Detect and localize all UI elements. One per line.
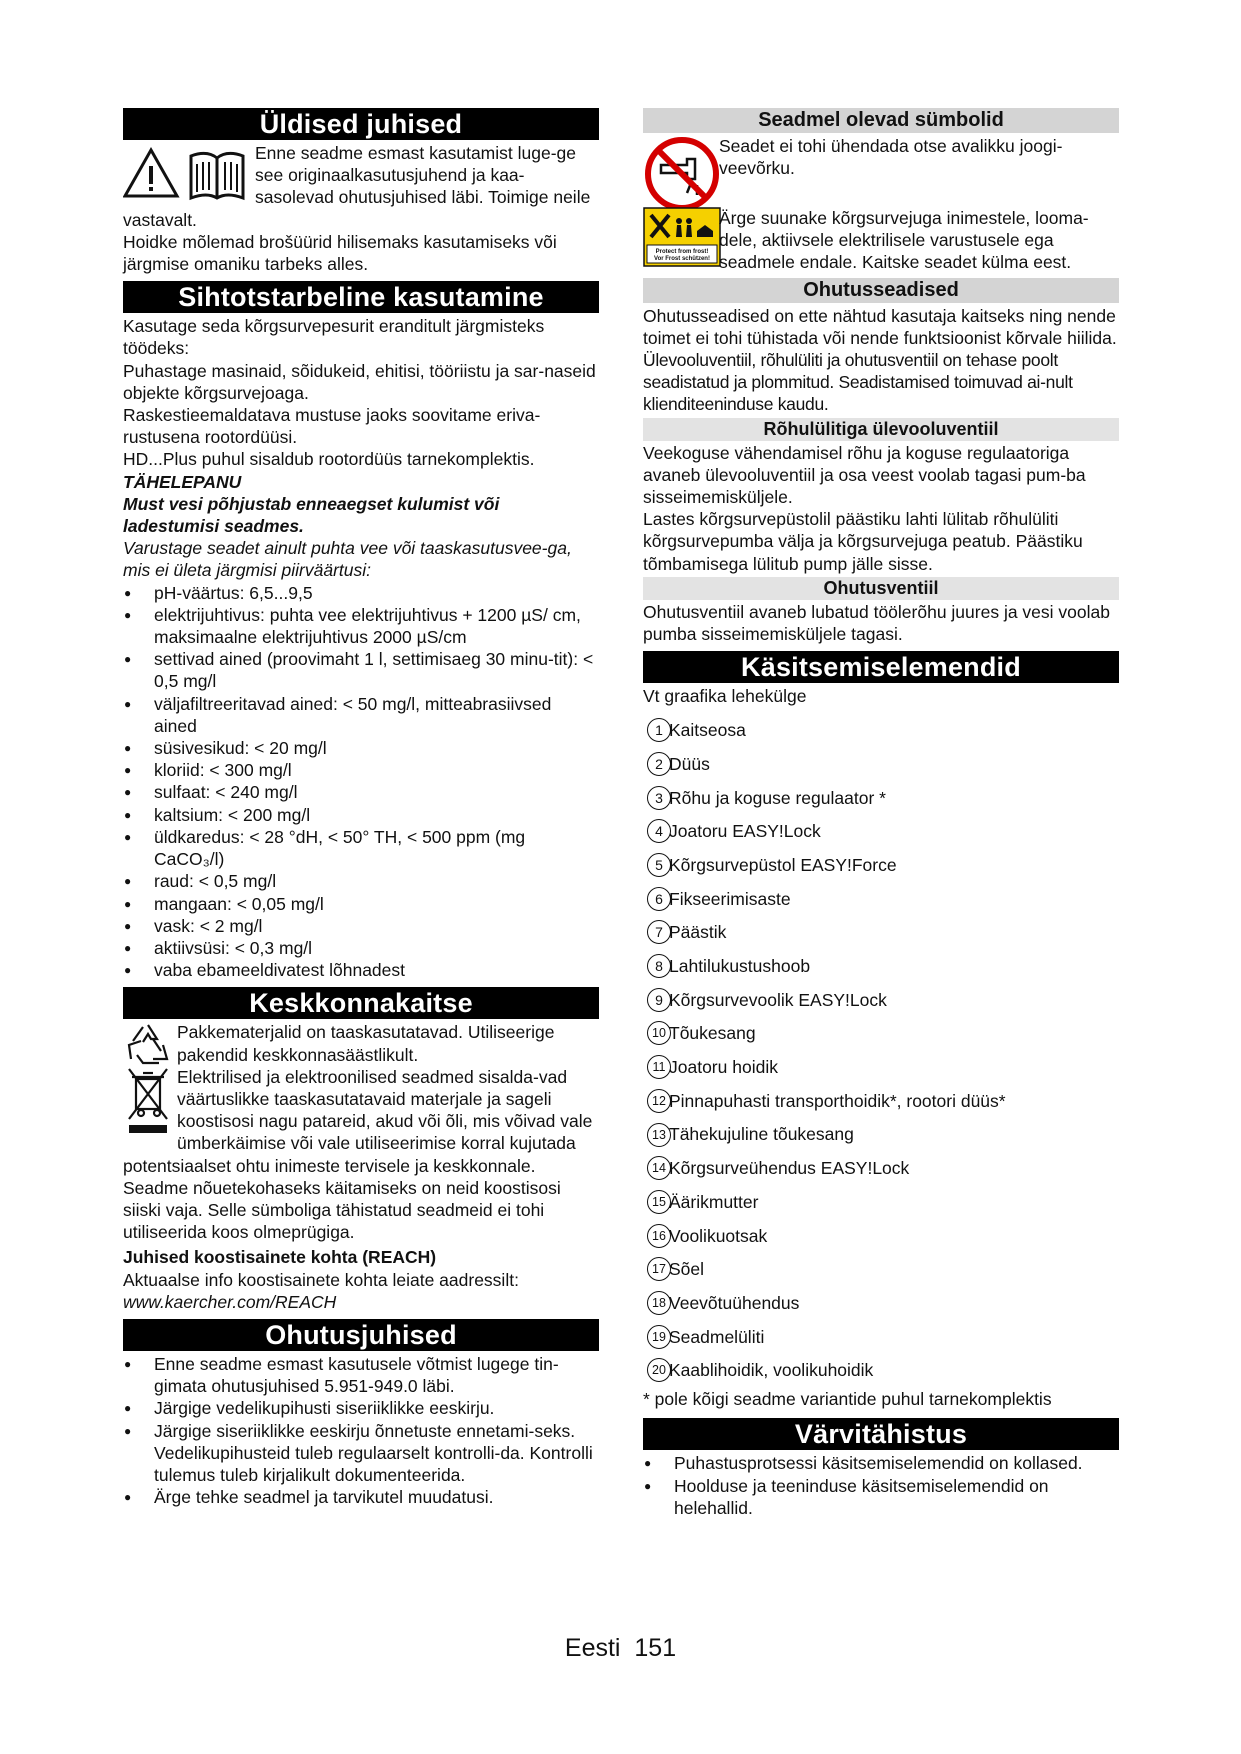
number-circle-icon: 1 <box>647 718 671 742</box>
control-label: Rõhu ja koguse regulaator * <box>669 787 886 808</box>
safety-list <box>123 1353 599 1508</box>
intended-p3: Raskestieemaldatava mustuse jaoks soovitame eriva-rustusena rootordüüsi. <box>123 405 541 448</box>
number-circle-icon: 16 <box>647 1224 671 1248</box>
manual-book-icon <box>191 153 243 198</box>
section-title-symbols: Seadmel olevad sümbolid <box>643 108 1119 133</box>
number-circle-icon: 18 <box>647 1291 671 1315</box>
control-item <box>643 882 1119 916</box>
list-item: ● aktiivsüsi: < 0,3 mg/l <box>123 937 599 959</box>
control-label: Tõukesang <box>669 1023 756 1044</box>
general-p1: Enne seadme esmast kasutamist luge-ge see originaalkasutusjuhend ja kaa-sasolevad ohutusjuhised läbi. Toimige neile vastavalt. <box>123 143 591 230</box>
intended-p4: HD...Plus puhul sisaldub rootordüüs tarnekomplektis. <box>123 449 535 470</box>
symbol-row-water <box>643 135 1119 215</box>
left-column <box>123 108 599 1508</box>
symbol-row-jet <box>643 207 1119 274</box>
list-item: ● Ärge tehke seadmel ja tarvikutel muudatusi. <box>123 1486 599 1508</box>
number-circle-icon: 7 <box>647 920 671 944</box>
number-circle-icon: 4 <box>647 819 671 843</box>
control-item <box>643 916 1119 950</box>
list-item: ● vask: < 2 mg/l <box>123 915 599 937</box>
list-item: ● pH-väärtus: 6,5...9,5 <box>123 582 599 604</box>
list-item: ● raud: < 0,5 mg/l <box>123 870 599 892</box>
weee-bin-icon <box>129 1069 167 1119</box>
warning-triangle-icon <box>123 142 251 204</box>
list-item: ● üldkaredus: < 28 °dH, < 50° TH, < 500 ppm (mg CaCO₃/l) <box>123 826 599 870</box>
weee-bar-icon <box>129 1125 167 1133</box>
list-item: ● Hoolduse ja teeninduse käsitsemiselemendid on helehallid. <box>643 1475 1119 1519</box>
safety-valve-p1: Ohutusventiil avaneb lubatud töölerõhu juures ja vesi voolab pumba sisseimemisküljele tagasi. <box>643 601 1110 645</box>
control-label: Voolikuotsak <box>669 1225 768 1246</box>
section-title-safety: Ohutusjuhised <box>123 1319 599 1351</box>
high-pressure-jet-warning-icon <box>643 207 721 267</box>
control-label: Kõrgsurveühendus EASY!Lock <box>669 1158 910 1179</box>
number-circle-icon: 9 <box>647 988 671 1012</box>
control-label: Joatoru hoidik <box>669 1057 778 1078</box>
control-label: Äärikmutter <box>669 1191 759 1212</box>
control-label: Sõel <box>669 1259 705 1280</box>
list-item: ● Järgige vedelikupihusti siseriiklikke eeskirju. <box>123 1397 599 1419</box>
environment-p2: Elektrilised ja elektroonilised seadmed sisalda-vad väärtuslikke taaskasutatavaid materjale ja sageli koostisosi nagu patareid, akud või õli, mis võivad vale ümberkäimise või vale utiliseerimise korral kujutada potentsiaalset ohtu inimeste tervisele ja keskkonnale. Seadme nõuetekohaseks käitamiseks on neid koostisosi siiski vaja. Selle sümboliga tähistatud seadmeid ei tohi utiliseerida koos olmeprügiga. <box>123 1066 593 1243</box>
footer-language: Eesti <box>564 1634 621 1662</box>
controls-footnote: * pole kõigi seadme variantide puhul tarnekomplektis <box>643 1389 1052 1410</box>
section-title-general: Üldised juhised <box>123 108 599 140</box>
reach-text: Aktuaalse info koostisainete kohta leiate aadressilt: <box>123 1269 519 1290</box>
number-circle-icon: 10 <box>647 1021 671 1045</box>
svg-text:Vor Frost schützen!: Vor Frost schützen! <box>654 256 710 262</box>
control-label: Pinnapuhasti transporthoidik*, rootori düüs* <box>669 1090 1006 1111</box>
right-column <box>643 108 1119 1519</box>
intended-p2: Puhastage masinaid, sõidukeid, ehitisi, tööriistu ja sar-naseid objekte kõrgsurvejoaga. <box>123 360 596 403</box>
control-item <box>643 1017 1119 1051</box>
number-circle-icon: 8 <box>647 954 671 978</box>
number-circle-icon: 19 <box>647 1325 671 1349</box>
control-item <box>643 1354 1119 1388</box>
list-item: ● sulfaat: < 240 mg/l <box>123 781 599 803</box>
list-item: ● väljafiltreeritavad ained: < 50 mg/l, mitteabrasiivsed ained <box>123 693 599 737</box>
control-label: Päästik <box>669 922 727 943</box>
general-instructions-block <box>123 142 599 275</box>
subsection-title-safety-valve: Ohutusventiil <box>643 577 1119 600</box>
controls-intro: Vt graafika lehekülge <box>643 686 807 707</box>
list-item: ● vaba ebameeldivatest lõhnadest <box>123 959 599 981</box>
no-drinking-water-connection-icon <box>643 135 721 213</box>
reach-title: Juhised koostisainete kohta (REACH) <box>123 1247 437 1268</box>
list-item: ● settivad ained (proovimaht 1 l, settimisaeg 30 minu-tit): < 0,5 mg/l <box>123 648 599 692</box>
control-item <box>643 1118 1119 1152</box>
page-number: 151 <box>634 1634 677 1662</box>
list-item: ● Enne seadme esmast kasutusele võtmist lugege tin-gimata ohutusjuhised 5.951-949.0 läbi. <box>123 1353 599 1397</box>
number-circle-icon: 3 <box>647 786 671 810</box>
control-label: Joatoru EASY!Lock <box>669 821 821 842</box>
section-title-safety-devices: Ohutusseadised <box>643 278 1119 303</box>
number-circle-icon: 14 <box>647 1156 671 1180</box>
control-label: Veevõtuühendus <box>669 1292 800 1313</box>
number-circle-icon: 15 <box>647 1190 671 1214</box>
water-limits-list <box>123 582 599 982</box>
number-circle-icon: 5 <box>647 853 671 877</box>
control-label: Kõrgsurvepüstol EASY!Force <box>669 854 897 875</box>
list-item: ● kaltsium: < 200 mg/l <box>123 804 599 826</box>
control-item <box>643 713 1119 747</box>
list-item: ● süsivesikud: < 20 mg/l <box>123 737 599 759</box>
svg-text:Protect from frost!: Protect from frost! <box>655 249 709 255</box>
control-item <box>643 815 1119 849</box>
control-item <box>643 1286 1119 1320</box>
section-title-environment: Keskkonnakaitse <box>123 987 599 1019</box>
general-p2: Hoidke mõlemad brošüürid hilisemaks kasutamiseks või järgmise omaniku tarbeks alles. <box>123 231 557 275</box>
control-item <box>643 1084 1119 1118</box>
control-item <box>643 949 1119 983</box>
list-item: ● elektrijuhtivus: puhta vee elektrijuhtivus + 1200 µS/ cm, maksimaalne elektrijuhtivus 2000 µS/cm <box>123 604 599 648</box>
control-label: Kõrgsurvevoolik EASY!Lock <box>669 989 887 1010</box>
number-circle-icon: 17 <box>647 1257 671 1281</box>
control-label: Tähekujuline tõukesang <box>669 1124 854 1145</box>
control-item <box>643 983 1119 1017</box>
list-item: ● kloriid: < 300 mg/l <box>123 759 599 781</box>
control-item <box>643 1050 1119 1084</box>
number-circle-icon: 20 <box>647 1358 671 1382</box>
list-item: ● Järgige siseriiklikke eeskirju õnnetuste ennetami-seks. Vedelikupihusteid tuleb regulaarselt kontrolli-da. Kontrolli tulemus tuleb kirjalikult dokumenteerida. <box>123 1420 599 1487</box>
number-circle-icon: 2 <box>647 752 671 776</box>
control-item <box>643 1252 1119 1286</box>
control-item <box>643 1151 1119 1185</box>
section-title-intended-use: Sihtotstarbeline kasutamine <box>123 281 599 313</box>
reach-url[interactable]: www.kaercher.com/REACH <box>123 1291 337 1312</box>
safety-devices-p2: Ülevooluventiil, rõhulüliti ja ohutusventiil on tehase poolt seadistatud ja plommitud. Seadistamised toimuvad ai-nult klienditeeninduse kaudu. <box>643 350 1073 415</box>
note-italic-text: Varustage seadet ainult puhta vee või taaskasutusvee-ga, mis ei ületa järgmisi piirväärtusi: <box>123 538 572 581</box>
environment-p1: Pakkematerjalid on taaskasutatavad. Utiliseerige pakendid keskkonnasäästlikult. <box>177 1022 555 1065</box>
number-circle-icon: 13 <box>647 1123 671 1147</box>
number-circle-icon: 11 <box>647 1055 671 1079</box>
control-label: Seadmelüliti <box>669 1326 765 1347</box>
control-label: Kaitseosa <box>669 720 746 741</box>
environment-block <box>123 1021 599 1243</box>
warning-manual-icons <box>123 142 251 204</box>
controls-list <box>643 713 1119 1387</box>
list-item: ● mangaan: < 0,05 mg/l <box>123 893 599 915</box>
symbol-text-jet: Ärge suunake kõrgsurvejuga inimestele, looma-dele, aktiivsele elektrilisele varustusele ega seadmele endale. Kaitske seadet külma eest. <box>719 208 1089 273</box>
control-label: Fikseerimisaste <box>669 888 791 909</box>
list-item: ● Puhastusprotsessi käsitsemiselemendid on kollased. <box>643 1452 1119 1474</box>
control-item <box>643 781 1119 815</box>
control-item <box>643 1320 1119 1354</box>
control-label: Lahtilukustushoob <box>669 956 811 976</box>
overflow-valve-p1: Veekoguse vähendamisel rõhu ja koguse regulaatoriga avaneb ülevooluventiil ja osa veest voolab tagasi pum-ba sisseimemisküljele. <box>643 442 1086 508</box>
safety-devices-p1: Ohutusseadised on ette nähtud kasutaja kaitseks ning nende toimet ei tohi tühistada või nende funktsioonist kõrvale hiilida. <box>643 305 1117 348</box>
control-item <box>643 747 1119 781</box>
control-item <box>643 1219 1119 1253</box>
environment-icons <box>123 1021 175 1151</box>
note-bold-text: Must vesi põhjustab enneaegset kulumist või ladestumisi seadmes. <box>123 493 500 537</box>
symbol-text-water: Seadet ei tohi ühendada otse avalikku joogi-veevõrku. <box>719 136 1063 179</box>
control-label: Kaablihoidik, voolikuhoidik <box>669 1360 874 1381</box>
control-label: Düüs <box>669 753 710 774</box>
page-footer <box>0 1634 1241 1662</box>
number-circle-icon: 6 <box>647 887 671 911</box>
number-circle-icon: 12 <box>647 1089 671 1113</box>
section-title-controls: Käsitsemiselemendid <box>643 651 1119 683</box>
control-item <box>643 1185 1119 1219</box>
recycle-icon <box>129 1025 167 1063</box>
subsection-title-overflow-valve: Rõhulülitiga ülevooluventiil <box>643 418 1119 441</box>
intended-p1: Kasutage seda kõrgsurvepesurit eranditult järgmisteks töödeks: <box>123 316 545 359</box>
color-coding-list <box>643 1452 1119 1519</box>
overflow-valve-p2: Lastes kõrgsurvepüstolil päästiku lahti lülitab rõhulüliti kõrgsurvepumba välja ja kõrgsurvejuga peatub. Päästiku tõmbamisega lülitub pump jälle sisse. <box>643 509 1083 574</box>
control-item <box>643 848 1119 882</box>
note-label: TÄHELEPANU <box>123 471 242 492</box>
section-title-colors: Värvitähistus <box>643 1418 1119 1450</box>
